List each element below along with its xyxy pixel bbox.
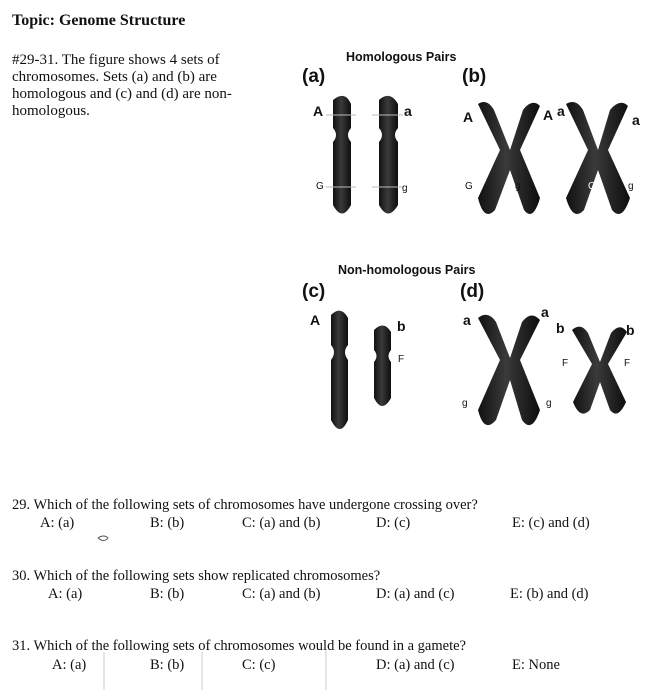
- gene-label: F: [562, 358, 569, 369]
- q29-option-e[interactable]: E: (c) and (d): [512, 515, 590, 531]
- gene-label: a: [632, 112, 640, 128]
- gene-label: A: [313, 103, 324, 119]
- gene-label: g: [546, 398, 552, 409]
- set-a-chromosomes: [326, 96, 403, 214]
- set-b-label: (b): [462, 66, 487, 87]
- q29-option-b[interactable]: B: (b): [150, 515, 185, 531]
- gene-label: a: [463, 312, 471, 328]
- set-d-label: (d): [460, 281, 485, 302]
- q30-option-d[interactable]: D: (a) and (c): [376, 586, 455, 602]
- q29-option-a[interactable]: A: (a): [40, 515, 75, 531]
- gene-label: A: [463, 109, 474, 125]
- gene-label: F: [398, 354, 405, 365]
- q31-option-d[interactable]: D: (a) and (c): [376, 657, 455, 673]
- gene-label: g: [515, 181, 521, 192]
- gene-label: F: [624, 358, 631, 369]
- chromosome-c1: [331, 311, 348, 429]
- q29-option-c[interactable]: C: (a) and (b): [242, 515, 321, 531]
- q30-option-a[interactable]: A: (a): [48, 586, 83, 602]
- gene-label: a: [404, 103, 412, 119]
- set-c-label: (c): [302, 281, 326, 302]
- q31-option-c[interactable]: C: (c): [242, 657, 276, 673]
- question-29: 29. Which of the following sets of chromosomes have undergone crossing over?: [12, 497, 478, 513]
- gene-label: a: [541, 304, 549, 320]
- set-b-chromosomes: [478, 102, 630, 214]
- gene-label: g: [402, 183, 408, 194]
- question-30: 30. Which of the following sets show replicated chromosomes?: [12, 568, 381, 584]
- q30-option-b[interactable]: B: (b): [150, 586, 185, 602]
- page-topic: Topic: Genome Structure: [12, 12, 186, 29]
- q30-option-e[interactable]: E: (b) and (d): [510, 586, 589, 602]
- question-31: 31. Which of the following sets of chromosomes would be found in a gamete?: [12, 638, 466, 654]
- chromosome-a2: [379, 96, 398, 214]
- pencil-mark: [98, 536, 108, 541]
- set-d-chromosomes: [478, 315, 627, 425]
- q31-option-b[interactable]: B: (b): [150, 657, 185, 673]
- gene-label: b: [626, 322, 635, 338]
- gene-label: g: [628, 181, 634, 192]
- gene-label: A: [543, 107, 554, 123]
- chromosome-d2: [572, 327, 627, 414]
- gene-label: G: [465, 181, 473, 192]
- set-c-chromosomes: [331, 311, 391, 429]
- q31-option-a[interactable]: A: (a): [52, 657, 87, 673]
- gene-label: G: [588, 181, 596, 192]
- homologous-pairs-title: Homologous Pairs: [346, 50, 457, 64]
- gene-label: A: [310, 312, 321, 328]
- chromosome-d1: [478, 315, 540, 425]
- gene-label: b: [397, 318, 406, 334]
- chromosome-c2: [374, 325, 391, 406]
- gene-label: a: [557, 103, 565, 119]
- q29-option-d[interactable]: D: (c): [376, 515, 411, 531]
- chromosome-b2: [566, 102, 630, 214]
- set-a-label: (a): [302, 66, 326, 87]
- q30-option-c[interactable]: C: (a) and (b): [242, 586, 321, 602]
- gene-label: g: [462, 398, 468, 409]
- chromosome-a1: [333, 96, 351, 214]
- gene-label: b: [556, 320, 565, 336]
- chromosome-b1: [478, 102, 540, 214]
- gene-label: G: [316, 181, 324, 192]
- q31-option-e[interactable]: E: None: [512, 657, 560, 673]
- gene-label: g: [322, 396, 328, 407]
- nonhomologous-pairs-title: Non-homologous Pairs: [338, 263, 476, 277]
- intro-text: #29-31. The figure shows 4 sets of chromosomes. Sets (a) and (b) are homologous and (c) and (d) are non-homologous.: [12, 52, 232, 119]
